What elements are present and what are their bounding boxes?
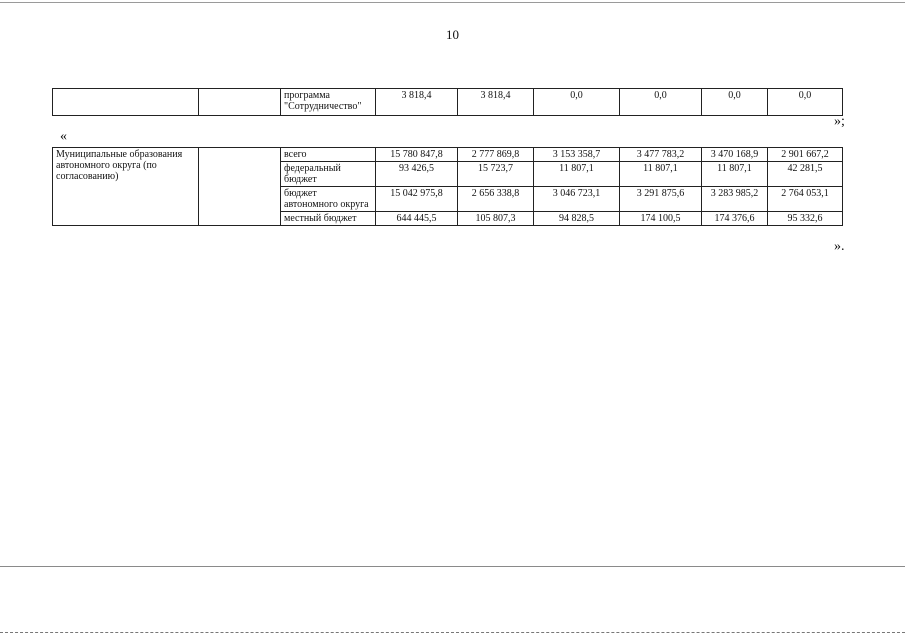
table-row (53, 89, 843, 116)
value-cell: 3 818,4 (376, 89, 458, 116)
value-cell: 3 818,4 (458, 89, 534, 116)
empty-cell (199, 148, 281, 226)
table-main (52, 147, 843, 226)
value-cell: 174 376,6 (702, 212, 768, 226)
value-cell: 3 153 358,7 (534, 148, 620, 162)
table-row (53, 148, 843, 162)
value-cell: 105 807,3 (458, 212, 534, 226)
value-cell: 11 807,1 (620, 162, 702, 187)
row-label: всего (281, 148, 376, 162)
value-cell: 11 807,1 (702, 162, 768, 187)
value-cell: 2 764 053,1 (768, 187, 843, 212)
value-cell: 2 777 869,8 (458, 148, 534, 162)
value-cell: 3 283 985,2 (702, 187, 768, 212)
value-cell: 3 470 168,9 (702, 148, 768, 162)
row-label: федеральный бюджет (281, 162, 376, 187)
value-cell: 42 281,5 (768, 162, 843, 187)
page-number: 10 (446, 27, 459, 42)
value-cell: 93 426,5 (376, 162, 458, 187)
opening-quote-mark: « (60, 129, 67, 144)
value-cell: 15 042 975,8 (376, 187, 458, 212)
value-cell: 2 901 667,2 (768, 148, 843, 162)
table-cell (53, 89, 199, 116)
page-divider (0, 566, 905, 567)
row-label: местный бюджет (281, 212, 376, 226)
value-cell: 0,0 (620, 89, 702, 116)
value-cell: 2 656 338,8 (458, 187, 534, 212)
value-cell: 95 332,6 (768, 212, 843, 226)
row-label: программа "Сотрудничество" (281, 89, 376, 116)
value-cell: 3 291 875,6 (620, 187, 702, 212)
table-top (52, 88, 843, 116)
value-cell: 0,0 (768, 89, 843, 116)
closing-quote-mark: ». (834, 239, 845, 254)
value-cell: 174 100,5 (620, 212, 702, 226)
value-cell: 11 807,1 (534, 162, 620, 187)
entity-cell: Муниципальные образования автономного округа (по согласованию) (53, 148, 199, 226)
value-cell: 15 780 847,8 (376, 148, 458, 162)
row-label: бюджет автономного округа (281, 187, 376, 212)
value-cell: 3 477 783,2 (620, 148, 702, 162)
value-cell: 0,0 (534, 89, 620, 116)
value-cell: 94 828,5 (534, 212, 620, 226)
value-cell: 3 046 723,1 (534, 187, 620, 212)
table-cell (199, 89, 281, 116)
value-cell: 644 445,5 (376, 212, 458, 226)
value-cell: 15 723,7 (458, 162, 534, 187)
page-bottom-edge (0, 632, 905, 633)
closing-quote-mark: »; (834, 114, 845, 129)
page-top-edge (0, 2, 905, 3)
value-cell: 0,0 (702, 89, 768, 116)
